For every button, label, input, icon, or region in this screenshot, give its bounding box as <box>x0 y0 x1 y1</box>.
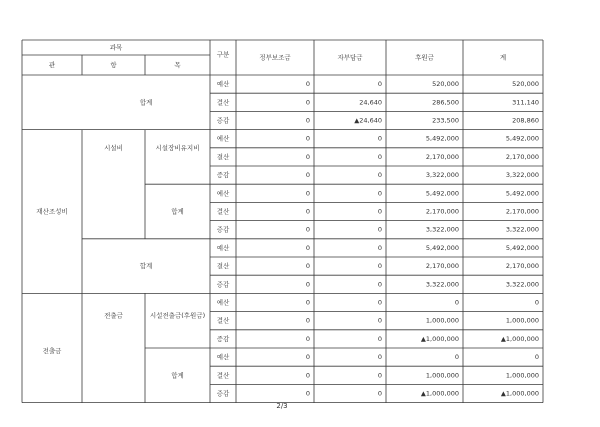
table-cell: 0 <box>377 80 382 89</box>
table-cell: 0 <box>377 389 382 398</box>
row-kind-label: 예산 <box>216 298 230 307</box>
hang-label: 시설비 <box>104 143 123 152</box>
total-label: 합계 <box>139 98 153 107</box>
table-cell: 0 <box>377 134 382 143</box>
row-kind-label: 증감 <box>216 116 230 125</box>
table-cell: 2,170,000 <box>425 207 459 216</box>
table-cell: 3,322,000 <box>505 171 539 180</box>
row-kind-label: 증감 <box>216 389 230 398</box>
row-kind-label: 결산 <box>216 371 230 380</box>
table-cell: 24,640 <box>359 98 382 107</box>
header-col-2: 후원금 <box>415 53 434 62</box>
table-cell: ▲1,000,000 <box>500 334 539 343</box>
table-cell: 208,860 <box>512 116 539 125</box>
table-cell: 3,322,000 <box>425 171 459 180</box>
table-cell: 0 <box>305 80 310 89</box>
header-col-1: 자부담금 <box>337 53 363 62</box>
table-cell: 520,000 <box>432 80 459 89</box>
table-cell: 0 <box>305 207 310 216</box>
table-cell: 0 <box>534 353 539 362</box>
row-kind-label: 예산 <box>216 134 230 143</box>
table-cell: 0 <box>377 243 382 252</box>
header-gubun: 구분 <box>216 50 230 59</box>
row-kind-label: 예산 <box>216 80 230 89</box>
table-cell: 5,492,000 <box>505 243 539 252</box>
table-cell: 0 <box>305 152 310 161</box>
table-cell: 0 <box>305 243 310 252</box>
row-kind-label: 결산 <box>216 262 230 271</box>
section-total-label: 합계 <box>139 262 153 271</box>
table-cell: 1,000,000 <box>425 371 459 380</box>
table-cell: 0 <box>454 353 459 362</box>
header-col-3: 계 <box>499 53 507 62</box>
table-cell: 311,140 <box>512 98 539 107</box>
row-kind-label: 예산 <box>216 353 230 362</box>
row-kind-label: 결산 <box>216 316 230 325</box>
table-cell: 0 <box>377 262 382 271</box>
table-cell: ▲1,000,000 <box>500 389 539 398</box>
table-cell: 0 <box>377 371 382 380</box>
table-cell: 0 <box>305 225 310 234</box>
table-cell: 2,170,000 <box>505 262 539 271</box>
table-cell: 3,322,000 <box>505 225 539 234</box>
row-kind-label: 결산 <box>216 98 230 107</box>
table-grid <box>22 40 543 403</box>
table-cell: 0 <box>377 353 382 362</box>
table-cell: 0 <box>377 152 382 161</box>
header-gwan: 관 <box>48 61 56 69</box>
table-cell: 5,492,000 <box>505 134 539 143</box>
table-cell: 5,492,000 <box>425 134 459 143</box>
table-cell: 1,000,000 <box>505 371 539 380</box>
table-cell: 0 <box>377 207 382 216</box>
mok-label: 시설장비유지비 <box>155 143 200 152</box>
header-account: 과목 <box>109 43 123 52</box>
table-cell: 0 <box>305 298 310 307</box>
gwan-label: 재산조성비 <box>36 207 68 216</box>
header-mok: 목 <box>174 61 181 69</box>
table-cell: 2,170,000 <box>505 152 539 161</box>
gwan-label: 전출금 <box>42 347 62 355</box>
table-cell: 0 <box>305 353 310 362</box>
table-cell: 2,170,000 <box>505 207 539 216</box>
table-cell: 0 <box>305 371 310 380</box>
row-kind-label: 증감 <box>216 280 230 289</box>
table-cell: 0 <box>305 334 310 343</box>
table-cell: ▲1,000,000 <box>420 389 459 398</box>
table-cell: 0 <box>377 280 382 289</box>
table-cell: 0 <box>534 298 539 307</box>
header-hang: 항 <box>110 61 117 69</box>
table-cell: 5,492,000 <box>425 243 459 252</box>
table-cell: 3,322,000 <box>505 280 539 289</box>
table-cell: 0 <box>377 334 382 343</box>
table-cell: 0 <box>377 316 382 325</box>
page-number: 2/3 <box>276 402 288 410</box>
table-cell: 0 <box>305 134 310 143</box>
table-cell: 5,492,000 <box>505 189 539 198</box>
table-cell: 0 <box>305 389 310 398</box>
row-kind-label: 증감 <box>216 171 230 180</box>
table-cell: 0 <box>377 298 382 307</box>
table-cell: ▲1,000,000 <box>420 334 459 343</box>
table-cell: 0 <box>305 171 310 180</box>
table-cell: 0 <box>305 98 310 107</box>
subtotal-label: 합계 <box>171 371 184 380</box>
table-cell: 5,492,000 <box>425 189 459 198</box>
table-cell: ▲24,640 <box>354 116 382 125</box>
table-cell: 1,000,000 <box>425 316 459 325</box>
table-cell: 0 <box>305 189 310 198</box>
table-cell: 0 <box>377 189 382 198</box>
table-cell: 3,322,000 <box>425 225 459 234</box>
table-cell: 520,000 <box>512 80 539 89</box>
table-cell: 0 <box>305 116 310 125</box>
header-col-0: 정부보조금 <box>259 53 291 62</box>
row-kind-label: 결산 <box>216 207 230 216</box>
table-cell: 286,500 <box>432 98 459 107</box>
table-cell: 0 <box>377 225 382 234</box>
subtotal-label: 합계 <box>171 207 184 216</box>
table-cell: 0 <box>305 262 310 271</box>
table-cell: 0 <box>305 316 310 325</box>
table-cell: 3,322,000 <box>425 280 459 289</box>
row-kind-label: 예산 <box>216 243 230 252</box>
table-cell: 0 <box>377 171 382 180</box>
table-cell: 1,000,000 <box>505 316 539 325</box>
row-kind-label: 증감 <box>216 225 230 234</box>
row-kind-label: 예산 <box>216 189 230 198</box>
row-kind-label: 증감 <box>216 334 230 343</box>
table-cell: 233,500 <box>432 116 459 125</box>
mok-label: 시설전출금(후원금) <box>149 311 206 320</box>
table-cell: 2,170,000 <box>425 152 459 161</box>
row-kind-label: 결산 <box>216 152 230 161</box>
hang-label: 전출금 <box>104 311 123 320</box>
table-cell: 0 <box>454 298 459 307</box>
table-cell: 2,170,000 <box>425 262 459 271</box>
table-cell: 0 <box>305 280 310 289</box>
